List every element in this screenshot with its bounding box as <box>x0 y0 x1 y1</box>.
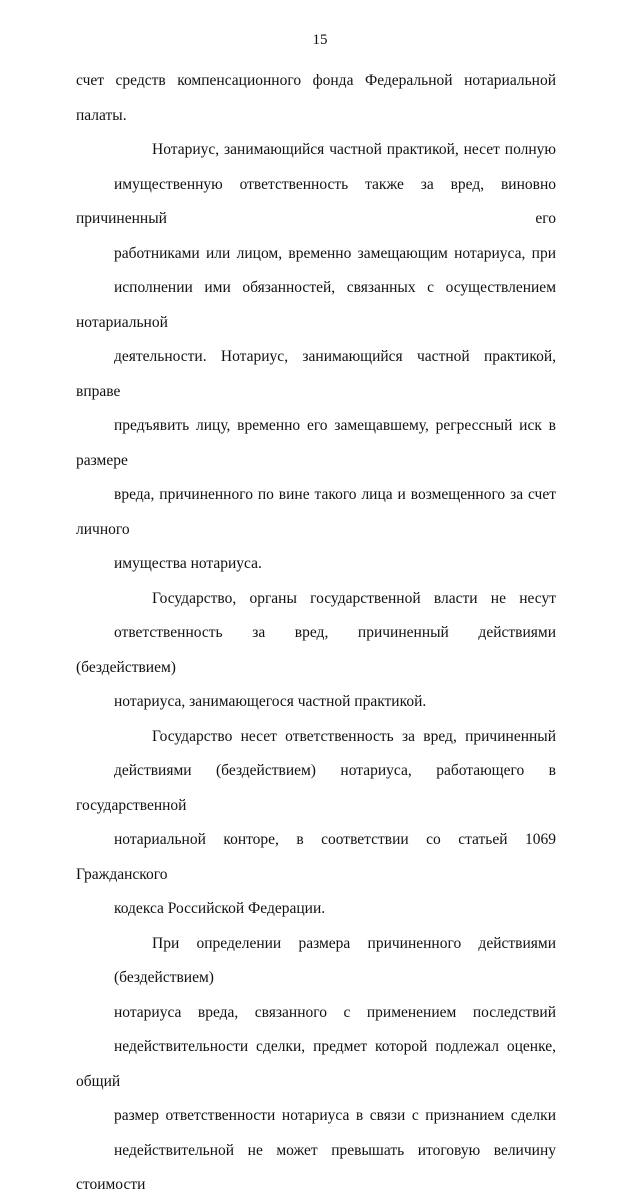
paragraph-line: Нотариус, занимающийся частной практикой, несет полную <box>152 141 556 158</box>
paragraph-line: недействительности сделки, предмет которой подлежал оценке, общий <box>76 1038 556 1090</box>
paragraph-line: Государство, органы государственной власти не несут <box>152 589 556 607</box>
paragraph-line: действиями (бездействием) нотариуса, работающего в государственной <box>76 762 556 814</box>
paragraph-line: недействительной не может превышать итоговую величину стоимости <box>76 1141 556 1193</box>
paragraph-line: размер ответственности нотариуса в связи с признанием сделки <box>114 1107 556 1124</box>
paragraph-line: имущества нотариуса. <box>114 555 262 572</box>
paragraph-line: предъявить лицу, временно его замещавшему, регрессный иск в размере <box>76 417 556 469</box>
paragraph-4 <box>76 720 556 927</box>
paragraph-line: нотариальной конторе, в соответствии со статьей 1069 Гражданского <box>76 831 556 883</box>
paragraph-line: кодекса Российской Федерации. <box>114 900 326 917</box>
paragraph-3 <box>76 582 556 720</box>
paragraph-line: нотариуса вреда, связанного с применением последствий <box>114 1003 556 1021</box>
body-text <box>76 64 556 1203</box>
paragraph-line: вреда, причиненного по вине такого лица и возмещенного за счет личного <box>76 486 556 538</box>
paragraph-line: счет средств компенсационного фонда Федеральной нотариальной палаты. <box>76 72 556 124</box>
paragraph-5 <box>76 927 556 1203</box>
paragraph-1 <box>76 64 556 133</box>
paragraph-line: деятельности. Нотариус, занимающийся частной практикой, вправе <box>76 348 556 400</box>
page-number: 15 <box>312 32 328 48</box>
paragraph-line: При определении размера причиненного действиями (бездействием) <box>114 934 556 986</box>
paragraph-line: нотариуса, занимающегося частной практикой. <box>114 693 427 710</box>
paragraph-2 <box>76 133 556 582</box>
paragraph-line: Государство несет ответственность за вред, причиненный <box>152 727 556 745</box>
paragraph-line: работниками или лицом, временно замещающим нотариуса, при <box>114 244 556 262</box>
paragraph-line: исполнении ими обязанностей, связанных с осуществлением нотариальной <box>76 279 556 331</box>
paragraph-line: имущественную ответственность также за вред, виновно причиненный его <box>76 175 556 227</box>
paragraph-line: ответственность за вред, причиненный действиями (бездействием) <box>76 624 556 676</box>
